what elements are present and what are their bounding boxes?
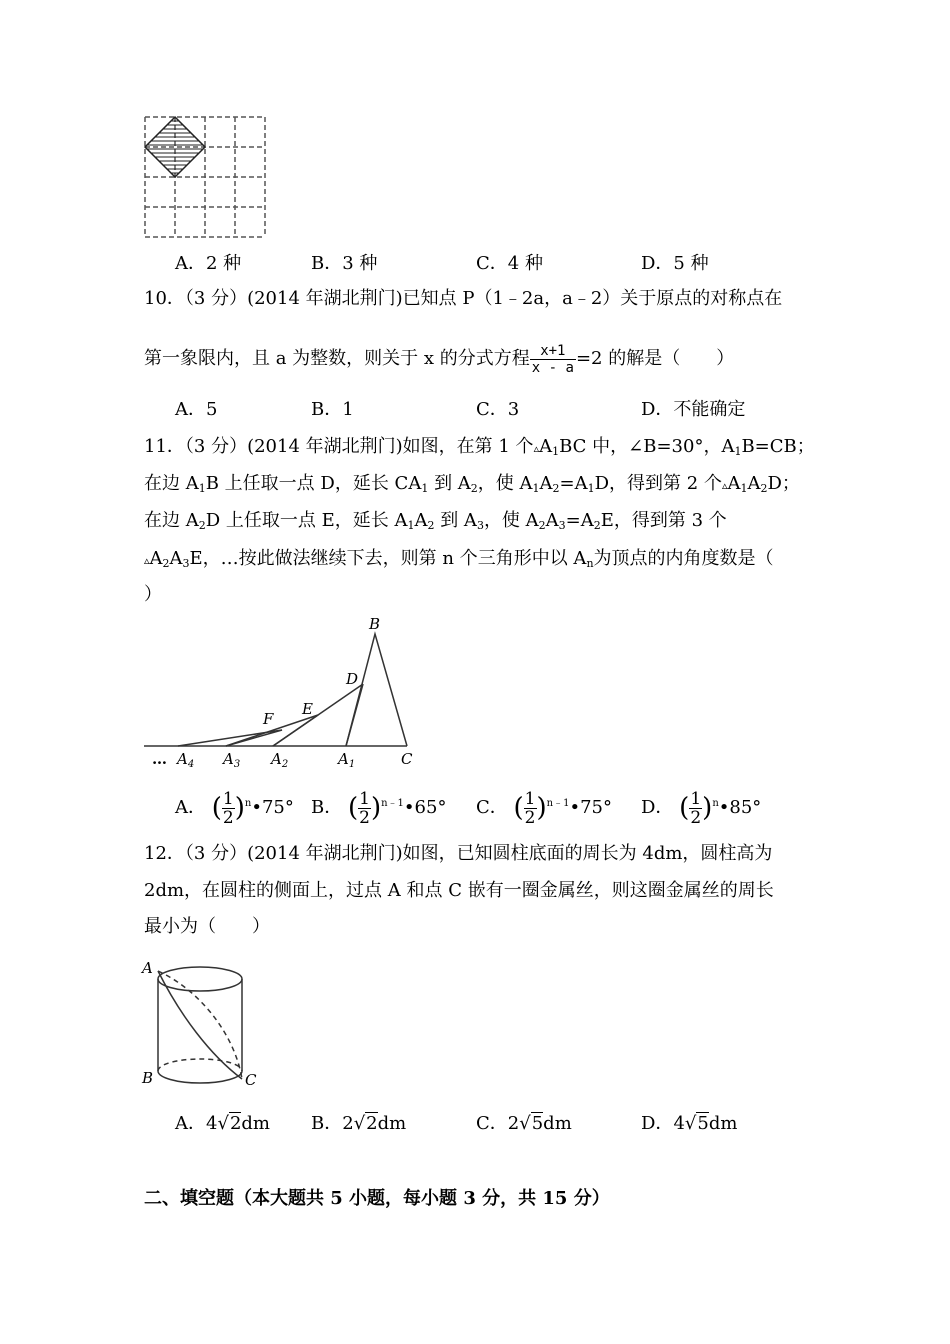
q9-option-b[interactable]: B．3 种 bbox=[311, 253, 378, 274]
fig-label-e: E bbox=[302, 700, 313, 718]
q12-line1: 12．（3 分）(2014 年湖北荆门)如图，已知圆柱底面的周长为 4dm，圆柱高为 bbox=[144, 843, 773, 864]
section-title: 二、填空题（本大题共 5 小题，每小题 3 分，共 15 分） bbox=[144, 1188, 610, 1209]
cyl-label-b: B bbox=[142, 1069, 154, 1087]
q11-option-a[interactable]: A． ( $\frac{1}{2}$ )$^n$•75° bbox=[175, 788, 294, 828]
q9-option-a[interactable]: A．2 种 bbox=[175, 253, 242, 274]
q11-line4: $▵A_2A_3E$，…按此做法继续下去，则第 n 个三角形中以 $A_n$为顶点的内角度数是（ bbox=[144, 548, 774, 570]
q11-option-c[interactable]: C． ( $\frac{1}{2}$ )$^{n﹣1}$•75° bbox=[476, 788, 612, 828]
q10-option-b[interactable]: B．1 bbox=[311, 399, 354, 420]
q12-line2: 2dm，在圆柱的侧面上，过点 A 和点 C 嵌有一圈金属丝，则这圈金属丝的周长 bbox=[144, 880, 774, 901]
q9-option-d[interactable]: D．5 种 bbox=[641, 253, 709, 274]
q10-line2: 第一象限内，且 a 为整数，则关于 x 的分式方程 $\frac{x+1}{x - a}$ =2 的解是（ ） bbox=[144, 342, 735, 376]
fig-label-dots: … bbox=[152, 750, 167, 768]
fig-label-b: B bbox=[369, 615, 381, 633]
fig-label-f: F bbox=[263, 710, 274, 728]
fig-label-c: C bbox=[401, 750, 413, 768]
grid-figure bbox=[143, 115, 269, 241]
q11-line1: 11．（3 分）(2014 年湖北荆门)如图，在第 1 个$▵A_1BC$ 中，∠B=30°，$A_1B=CB$； bbox=[144, 436, 815, 458]
q12-option-c[interactable]: C．2√5dm bbox=[476, 1113, 572, 1134]
fig-label-a2: $A_2$ bbox=[271, 750, 289, 770]
q11-line3: 在边 $A_2D$ 上任取一点 E，延长 $A_1A_2$ 到 $A_3$，使 $A_2A_3=A_2E$，得到第 3 个 bbox=[144, 510, 727, 532]
fig-label-a4: $A_4$ bbox=[177, 750, 195, 770]
q12-option-b[interactable]: B．2√2dm bbox=[311, 1113, 407, 1134]
cyl-label-c: C bbox=[245, 1071, 257, 1089]
q12-option-d[interactable]: D．4√5dm bbox=[641, 1113, 738, 1134]
fig-label-a1: $A_1$ bbox=[338, 750, 356, 770]
cyl-label-a: A bbox=[142, 959, 153, 977]
q10-line1: 10．（3 分）(2014 年湖北荆门)已知点 P（1﹣2a，a﹣2）关于原点的对称点在 bbox=[144, 288, 783, 309]
q10-option-d[interactable]: D．不能确定 bbox=[641, 399, 746, 420]
q11-line5: ） bbox=[144, 584, 162, 605]
q12-line3: 最小为（ ） bbox=[144, 916, 270, 937]
fig-label-a3: $A_3$ bbox=[223, 750, 241, 770]
q11-option-d[interactable]: D． ( $\frac{1}{2}$ )$^n$•85° bbox=[641, 788, 762, 828]
q12-option-a[interactable]: A．4√2dm bbox=[175, 1113, 270, 1134]
q9-option-c[interactable]: C．4 种 bbox=[476, 253, 543, 274]
q10-option-c[interactable]: C．3 bbox=[476, 399, 520, 420]
q10-fraction: $\frac{x+1}{x - a}$ bbox=[531, 342, 574, 376]
fig-label-d: D bbox=[346, 670, 359, 688]
q11-option-b[interactable]: B． ( $\frac{1}{2}$ )$^{n﹣1}$•65° bbox=[311, 788, 447, 828]
cylinder-figure bbox=[140, 955, 265, 1095]
q10-option-a[interactable]: A．5 bbox=[175, 399, 218, 420]
q11-line2: 在边 $A_1B$ 上任取一点 D，延长 $CA_1$ 到 $A_2$，使 $A_1A_2=A_1D$，得到第 2 个$▵A_1A_2D$； bbox=[144, 473, 800, 495]
triangle-figure bbox=[140, 612, 430, 772]
